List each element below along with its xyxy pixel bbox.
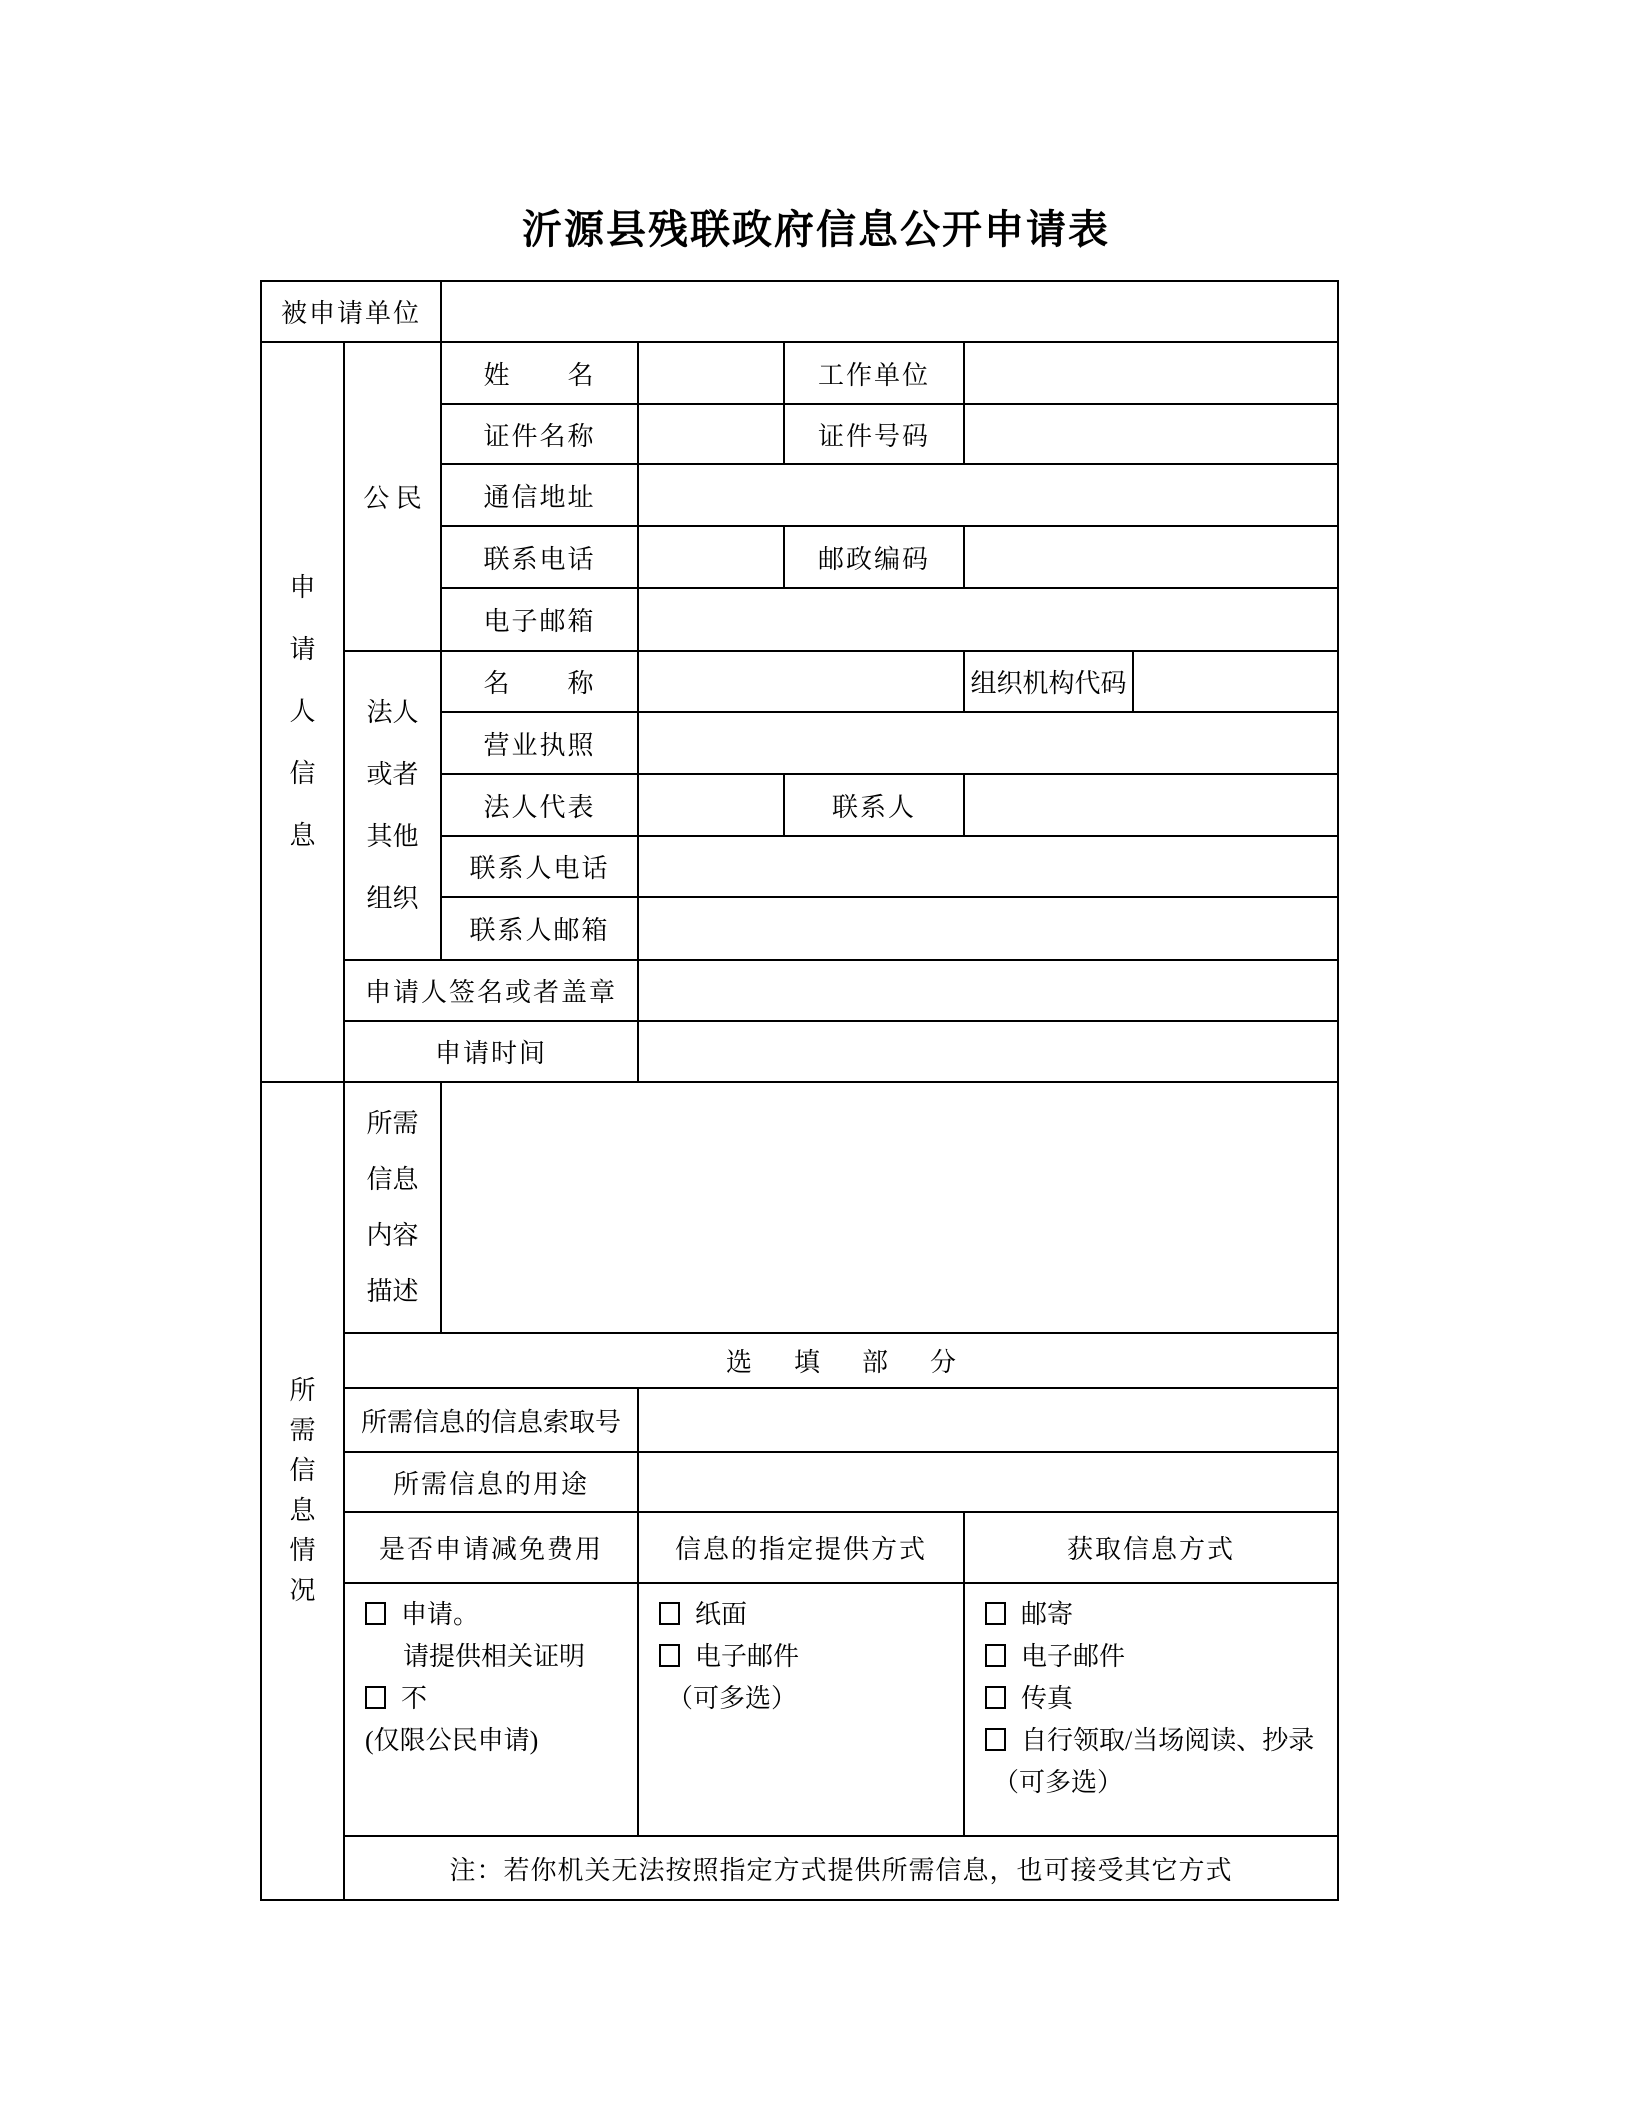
postal-code-label: 邮政编码 (784, 526, 964, 588)
obtain-fax-label: 传真 (1021, 1684, 1074, 1713)
apply-time-input[interactable] (638, 1021, 1338, 1082)
index-number-label: 所需信息的信息索取号 (344, 1388, 638, 1452)
obtain-multi-note: （可多选） (993, 1768, 1124, 1797)
contact-email-input[interactable] (638, 897, 1338, 960)
delivery-email-option (639, 1636, 963, 1678)
legal-rep-label: 法人代表 (441, 774, 638, 836)
fee-no-checkbox[interactable] (365, 1686, 386, 1709)
optional-section-header: 选填部分 (344, 1333, 1338, 1388)
purpose-label: 所需信息的用途 (344, 1452, 638, 1512)
fee-no-label: 不 (401, 1684, 428, 1713)
obtain-self-checkbox[interactable] (985, 1728, 1006, 1751)
work-unit-label: 工作单位 (784, 342, 964, 404)
form-title: 沂源县残联政府信息公开申请表 (522, 207, 1110, 252)
index-number-input[interactable] (638, 1388, 1338, 1452)
obtain-email-checkbox[interactable] (985, 1644, 1006, 1667)
business-license-label: 营业执照 (441, 712, 638, 774)
delivery-method-header: 信息的指定提供方式 (638, 1512, 964, 1583)
purpose-input[interactable] (638, 1452, 1338, 1512)
delivery-method-options (638, 1583, 964, 1836)
org-code-label: 组织机构代码 (964, 651, 1133, 712)
cert-number-input[interactable] (964, 404, 1338, 464)
application-form-table (260, 280, 1339, 1901)
obtain-method-options (964, 1583, 1338, 1836)
obtain-fax-option (965, 1678, 1337, 1720)
fee-apply-note: 请提供相关证明 (403, 1642, 586, 1671)
org-code-input[interactable] (1133, 651, 1338, 712)
fee-waiver-options (344, 1583, 638, 1836)
fee-waiver-header: 是否申请减免费用 (344, 1512, 638, 1583)
contact-email-label: 联系人邮箱 (441, 897, 638, 960)
signature-input[interactable] (638, 960, 1338, 1021)
cert-number-label: 证件号码 (784, 404, 964, 464)
org-name-label: 名 称 (441, 651, 638, 712)
business-license-input[interactable] (638, 712, 1338, 774)
email-label: 电子邮箱 (441, 588, 638, 651)
obtain-mail-checkbox[interactable] (985, 1602, 1006, 1625)
fee-restriction-note: (仅限公民申请) (365, 1726, 539, 1755)
postal-code-input[interactable] (964, 526, 1338, 588)
name-input[interactable] (638, 342, 784, 404)
contact-phone-label: 联系人电话 (441, 836, 638, 897)
obtain-fax-checkbox[interactable] (985, 1686, 1006, 1709)
delivery-paper-label: 纸面 (695, 1600, 748, 1629)
signature-label: 申请人签名或者盖章 (344, 960, 638, 1021)
group-label-organization (344, 651, 441, 960)
email-input[interactable] (638, 588, 1338, 651)
phone-input[interactable] (638, 526, 784, 588)
obtain-mail-label: 邮寄 (1021, 1600, 1074, 1629)
cert-name-input[interactable] (638, 404, 784, 464)
delivery-email-checkbox[interactable] (659, 1644, 680, 1667)
section-label-applicant-info (261, 342, 344, 1082)
address-input[interactable] (638, 464, 1338, 526)
org-name-input[interactable] (638, 651, 964, 712)
applied-unit-label: 被申请单位 (261, 281, 441, 342)
fee-apply-label: 申请。 (401, 1600, 480, 1629)
delivery-paper-option (639, 1594, 963, 1636)
contact-label: 联系人 (784, 774, 964, 836)
content-desc-label-text: 所需信息内容描述 (366, 1108, 419, 1306)
obtain-method-header: 获取信息方式 (964, 1512, 1338, 1583)
fee-apply-checkbox[interactable] (365, 1602, 386, 1625)
obtain-self-label: 自行领取/当场阅读、抄录 (1021, 1726, 1315, 1755)
content-desc-input[interactable] (441, 1082, 1338, 1333)
delivery-paper-checkbox[interactable] (659, 1602, 680, 1625)
contact-phone-input[interactable] (638, 836, 1338, 897)
obtain-email-option (965, 1636, 1337, 1678)
obtain-email-label: 电子邮件 (1021, 1642, 1126, 1671)
organization-group-text: 法人或者其他组织 (366, 697, 419, 913)
required-info-section-text: 所需信息情况 (289, 1376, 316, 1605)
footnote: 注：若你机关无法按照指定方式提供所需信息，也可接受其它方式 (344, 1836, 1338, 1900)
fee-apply-option (345, 1594, 637, 1636)
group-label-citizen: 公 民 (344, 342, 441, 651)
work-unit-input[interactable] (964, 342, 1338, 404)
legal-rep-input[interactable] (638, 774, 784, 836)
cert-name-label: 证件名称 (441, 404, 638, 464)
applicant-section-text: 申请人信息 (289, 573, 316, 850)
apply-time-label: 申请时间 (344, 1021, 638, 1082)
contact-input[interactable] (964, 774, 1338, 836)
applied-unit-input[interactable] (441, 281, 1338, 342)
section-label-required-info (261, 1082, 344, 1900)
phone-label: 联系电话 (441, 526, 638, 588)
fee-no-option (345, 1678, 637, 1720)
delivery-multi-note: （可多选） (667, 1684, 798, 1713)
obtain-mail-option (965, 1594, 1337, 1636)
address-label: 通信地址 (441, 464, 638, 526)
name-label: 姓 名 (441, 342, 638, 404)
obtain-self-option (965, 1720, 1337, 1762)
delivery-email-label: 电子邮件 (695, 1642, 800, 1671)
content-desc-label (344, 1082, 441, 1333)
